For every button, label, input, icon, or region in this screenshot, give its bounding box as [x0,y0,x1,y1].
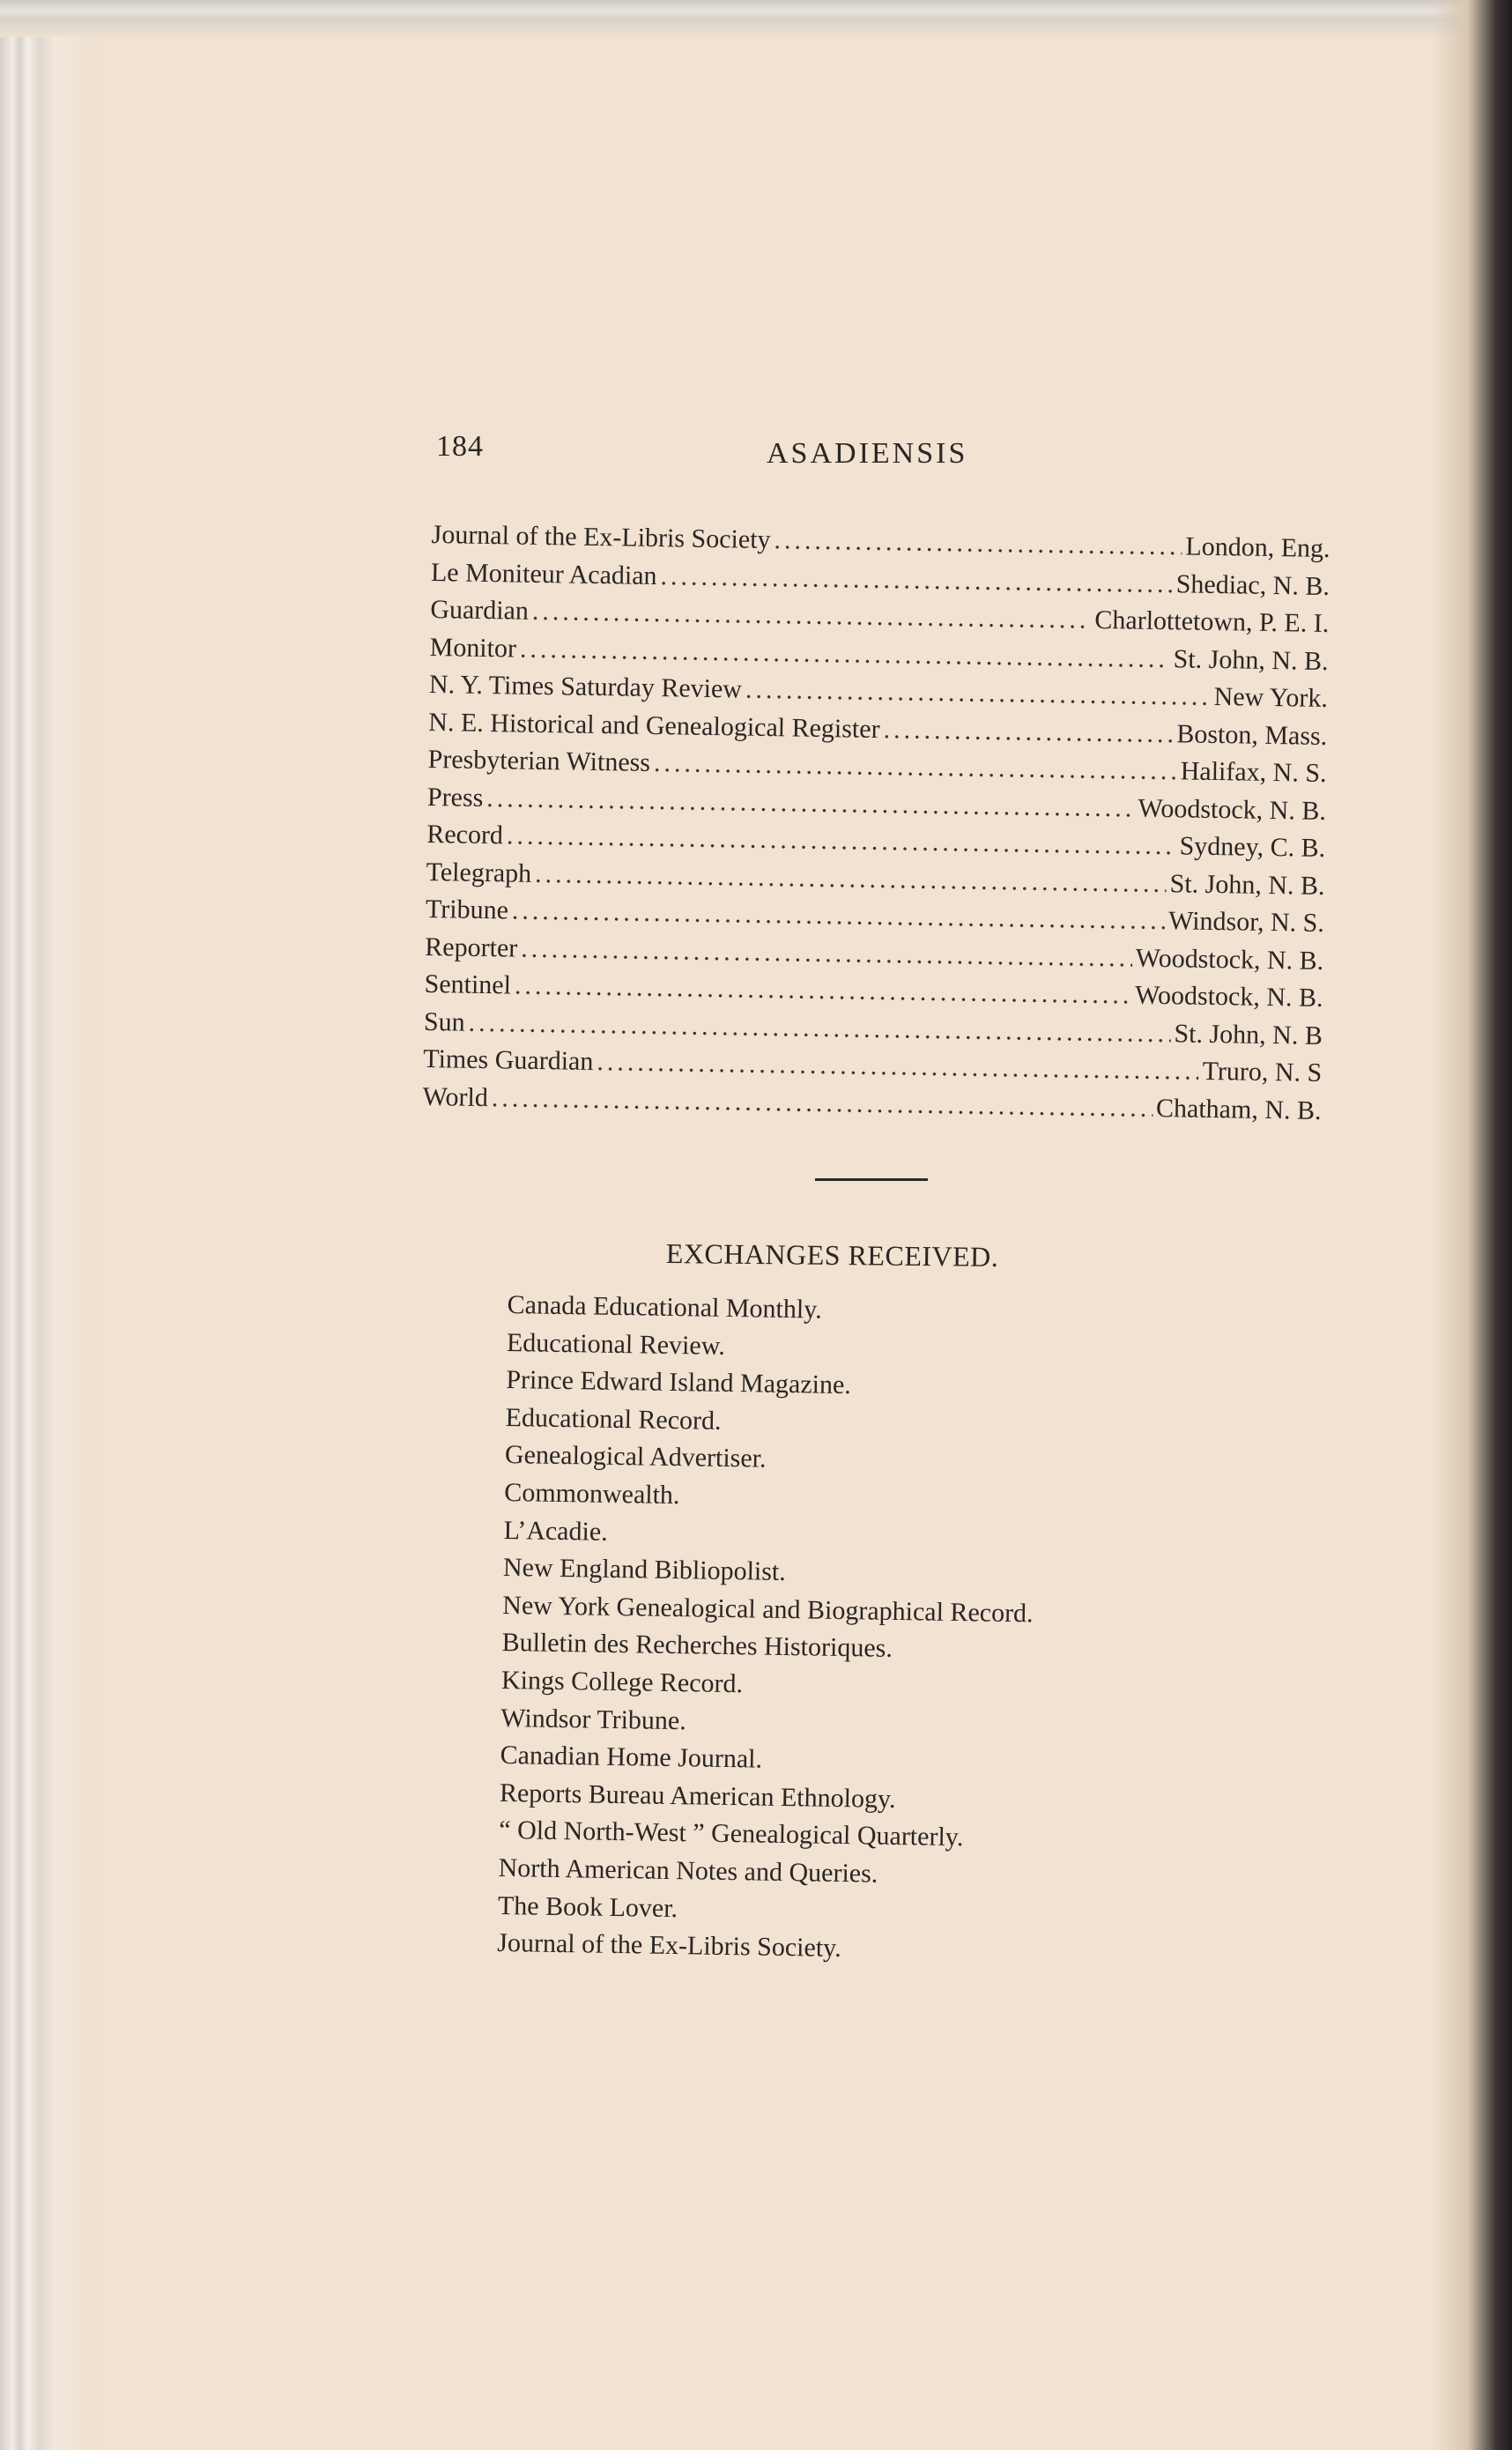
periodical-name: N. E. Historical and Genealogical Register [428,707,880,744]
page-number: 184 [436,430,484,463]
periodical-place: New York. [1213,681,1329,713]
exchanges-list [497,1287,1301,1975]
periodical-place: Woodstock, N. B. [1134,980,1323,1013]
periodical-name: Times Guardian [423,1043,594,1076]
periodical-name: Le Moniteur Acadian [430,557,657,590]
periodical-place: London, Eng. [1185,531,1330,564]
section-divider [815,1178,928,1181]
periodical-place: Sydney, C. B. [1179,831,1326,863]
periodical-place: Woodstock, N. B. [1138,793,1327,826]
periodical-name: World [422,1081,489,1112]
periodical-place: Halifax, N. S. [1180,756,1327,788]
list-item: Reports Bureau American Ethnology. [499,1778,896,1814]
periodical-place: St. John, N. B. [1169,868,1325,901]
list-item: Kings College Record. [500,1665,744,1699]
list-item: Canada Educational Monthly. [507,1289,823,1325]
list-item: Journal of the Ex-Libris Society. [497,1928,841,1964]
periodical-name: Presbyterian Witness [427,744,651,777]
periodical-place: Truro, N. S [1202,1056,1323,1088]
list-item: New York Genealogical and Biographical Record. [502,1590,1034,1629]
periodical-place: Windsor, N. S. [1167,906,1325,938]
periodical-place: Boston, Mass. [1176,718,1328,751]
list-item: The Book Lover. [497,1890,678,1923]
periodical-name: Monitor [429,632,517,664]
periodicals-list [422,516,1330,1130]
periodical-name: Telegraph [426,857,532,888]
list-item: Commonwealth. [504,1477,680,1511]
list-item: Windsor Tribune. [500,1703,687,1735]
periodical-place: St. John, N. B. [1173,643,1329,676]
list-item: Educational Review. [506,1327,726,1361]
periodical-name: Sun [423,1006,465,1037]
periodical-name: N. Y. Times Saturday Review [428,669,743,704]
list-item: Prince Edward Island Magazine. [506,1365,852,1400]
list-item: Canadian Home Journal. [500,1741,763,1774]
list-item: Bulletin des Recherches Historiques. [501,1628,893,1664]
periodical-place: Chatham, N. B. [1155,1093,1322,1125]
list-item: New England Bibliopolist. [502,1553,787,1587]
list-item: Genealogical Advertiser. [504,1440,767,1474]
periodical-name: Sentinel [424,969,512,1000]
section-heading: EXCHANGES RECEIVED. [665,1237,999,1273]
periodical-name: Tribune [425,894,509,925]
periodical-place: St. John, N. B [1174,1018,1323,1051]
periodical-place: Shediac, N. B. [1175,568,1330,601]
periodical-name: Guardian [430,594,530,626]
list-item: “ Old North-West ” Genealogical Quarterly. [499,1815,964,1852]
periodical-place: Woodstock, N. B. [1135,943,1324,976]
list-item: L’Acadie. [503,1515,608,1547]
running-head: ASADIENSIS [767,437,968,470]
periodical-place: Charlottetown, P. E. I. [1094,605,1330,639]
periodical-name: Journal of the Ex-Libris Society [431,519,771,555]
list-item: North American Notes and Queries. [498,1852,878,1889]
periodical-name: Reporter [425,932,518,963]
periodical-name: Press [426,782,484,813]
periodical-name: Record [426,819,504,850]
list-item: Educational Record. [505,1402,722,1436]
dot-leader [774,522,1182,565]
dot-leader [883,711,1173,753]
